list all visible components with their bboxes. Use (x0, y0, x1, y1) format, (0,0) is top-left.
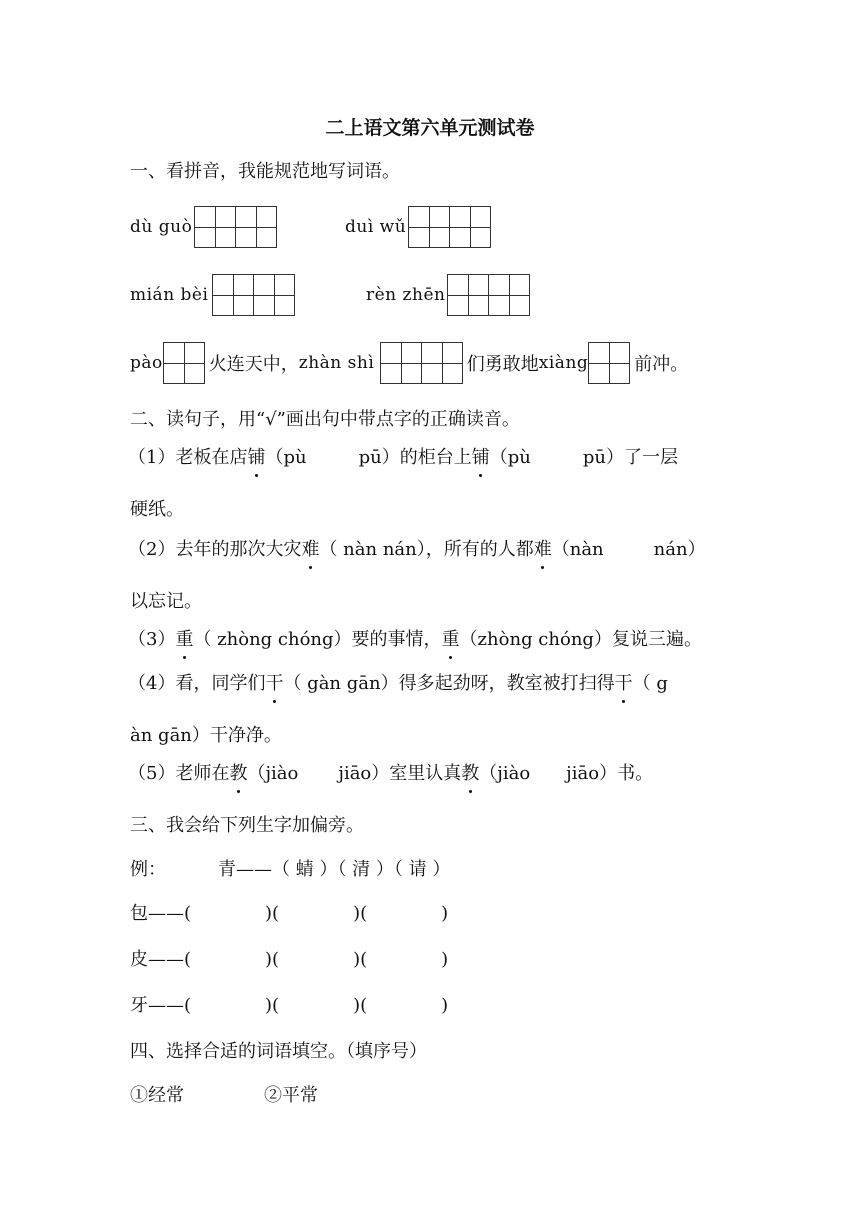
dotted-char: 难 (533, 539, 552, 560)
writing-grid[interactable] (380, 342, 422, 384)
dotted-char: 干 (614, 673, 633, 694)
choice-text[interactable]: （ g (632, 673, 668, 694)
section1-heading: 一、看拼音，我能规范地写词语。 (130, 161, 400, 182)
pinyin-text: pào (130, 353, 163, 373)
question-text: （1）老板在店 (128, 447, 248, 468)
writing-grid[interactable] (447, 274, 489, 316)
example-text: 青——（ 蜻 ）（ 清 ）（ 请 ） (218, 859, 451, 880)
option-1: ①经常 (130, 1085, 184, 1106)
base-char: 皮——( (130, 949, 192, 970)
pinyin-text: duì wǔ (345, 217, 407, 237)
dotted-char: 教 (229, 763, 248, 784)
choice-text[interactable]: nán） (653, 539, 706, 560)
question-3 (128, 628, 702, 652)
writing-grid[interactable] (212, 274, 254, 316)
choice-text[interactable]: （nàn (551, 539, 604, 560)
writing-grid[interactable] (421, 342, 463, 384)
question-text: （2）去年的那次大灾 (128, 539, 302, 560)
example-row (130, 858, 450, 882)
dotted-char: 重 (175, 629, 194, 650)
writing-grid[interactable] (235, 206, 277, 248)
dotted-char: 铺 (471, 447, 490, 468)
choice-text[interactable]: （jiào (479, 763, 531, 784)
question-2-cont: 以忘记。 (130, 591, 202, 612)
writing-grid[interactable] (588, 342, 630, 384)
pinyin-item-2 (345, 206, 491, 248)
writing-grid[interactable] (449, 206, 491, 248)
page-title: 二上语文第六单元测试卷 (325, 117, 535, 139)
dotted-char: 重 (441, 629, 460, 650)
section3-heading: 三、我会给下列生字加偏旁。 (130, 815, 364, 836)
choice-text[interactable]: （zhòng chóng）复说三遍。 (459, 629, 702, 650)
question-text: （4）看，同学们 (128, 673, 266, 694)
pinyin-text: mián bèi (130, 285, 209, 305)
paren: )( (353, 949, 368, 970)
writing-grid[interactable] (488, 274, 530, 316)
paren: ) (441, 995, 449, 1016)
base-char: 包——( (130, 903, 192, 924)
choice-text[interactable]: pū）了一层 (582, 447, 678, 468)
question-5 (128, 762, 653, 786)
paren: )( (265, 949, 280, 970)
choice-text[interactable]: pū）的柜台上 (358, 447, 472, 468)
dotted-char: 铺 (247, 447, 266, 468)
radical-row-1 (130, 902, 448, 926)
writing-grid[interactable] (253, 274, 295, 316)
writing-grid[interactable] (408, 206, 450, 248)
pinyin-sentence (130, 342, 688, 384)
choice-text[interactable]: jiāo）室里认真 (338, 763, 462, 784)
sentence-text: 前冲。 (634, 354, 689, 375)
base-char: 牙——( (130, 995, 192, 1016)
question-text: （5）老师在 (128, 763, 230, 784)
paren: )( (353, 903, 368, 924)
radical-row-3 (130, 994, 448, 1018)
pinyin-item-3 (130, 274, 295, 316)
paren: )( (353, 995, 368, 1016)
pinyin-text: xiàng (538, 353, 589, 373)
paren: )( (265, 903, 280, 924)
question-1-cont: 硬纸。 (130, 499, 184, 520)
question-4-cont: àn gān）干净净。 (130, 725, 282, 746)
choice-text[interactable]: （ gàn gān）得多起劲呀，教室被打扫得 (283, 673, 615, 694)
choice-text[interactable]: （ zhòng chóng）要的事情， (193, 629, 442, 650)
question-2 (128, 538, 706, 562)
option-2: ②平常 (264, 1085, 318, 1106)
choice-text[interactable]: jiāo）书。 (566, 763, 654, 784)
word-options (130, 1084, 318, 1108)
section2-heading: 二、读句子，用“√”画出句中带点字的正确读音。 (130, 409, 520, 430)
pinyin-text: zhàn shì (298, 353, 375, 373)
dotted-char: 教 (461, 763, 480, 784)
paren: )( (265, 995, 280, 1016)
dotted-char: 干 (265, 673, 284, 694)
question-4 (128, 672, 668, 696)
question-text: （3） (128, 629, 176, 650)
choice-text[interactable]: （pù (489, 447, 531, 468)
sentence-text: 们勇敢地 (466, 354, 539, 375)
writing-grid[interactable] (163, 342, 205, 384)
pinyin-item-1 (130, 206, 277, 248)
radical-row-2 (130, 948, 448, 972)
section4-heading: 四、选择合适的词语填空。（填序号） (130, 1041, 427, 1062)
writing-grid[interactable] (194, 206, 236, 248)
sentence-text: 火连天中， (208, 354, 299, 375)
question-1 (128, 446, 678, 470)
pinyin-text: rèn zhēn (366, 285, 446, 305)
paren: ) (441, 903, 449, 924)
pinyin-item-4 (366, 274, 530, 316)
choice-text[interactable]: （jiào (247, 763, 299, 784)
dotted-char: 难 (301, 539, 320, 560)
pinyin-text: dù guò (130, 217, 193, 237)
choice-text[interactable]: （pù (265, 447, 307, 468)
paren: ) (441, 949, 449, 970)
example-label: 例： (130, 859, 166, 880)
choice-text[interactable]: （ nàn nán），所有的人都 (319, 539, 534, 560)
